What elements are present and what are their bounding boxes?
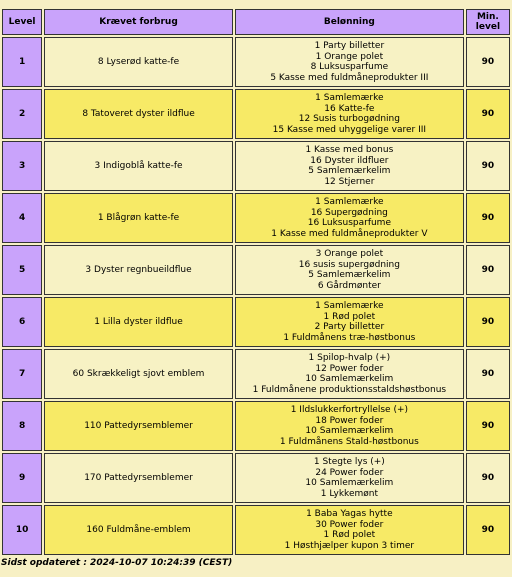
reward-line: 16 Supergødning — [310, 207, 388, 218]
reward-line: 1 Fuldmånens træ-høstbonus — [283, 332, 416, 343]
table-row — [2, 505, 510, 555]
reward-line: 16 Dyster ildfluer — [310, 155, 389, 166]
reward-line: 12 Power foder — [315, 363, 384, 374]
level-cell: 2 — [2, 89, 42, 139]
reward-line: 10 Samlemærkelim — [305, 426, 394, 436]
reward-line: 16 susis supergødning — [298, 259, 400, 270]
reward-line: 1 Ildslukkerfortryllelse (+) — [290, 405, 409, 415]
reward-cell — [235, 453, 464, 503]
reward-line: 2 Party billetter — [314, 322, 385, 332]
reward-cell — [235, 193, 464, 243]
reward-line: 1 Samlemærke — [315, 93, 384, 103]
min-level-cell: 90 — [466, 349, 510, 399]
table-row — [2, 37, 510, 87]
min-level-cell: 90 — [466, 297, 510, 347]
reward-line: 1 Kasse med bonus — [305, 145, 394, 155]
reward-cell — [235, 505, 464, 555]
reward-cell — [235, 401, 464, 451]
required-cell: 60 Skrækkeligt sjovt emblem — [44, 349, 233, 399]
table-row — [2, 193, 510, 243]
required-cell: 8 Tatoveret dyster ildflue — [44, 89, 233, 139]
reward-line: 3 Orange polet — [315, 249, 384, 259]
table-row — [2, 245, 510, 295]
reward-line: 5 Kasse med fuldmåneprodukter III — [270, 72, 429, 83]
reward-cell — [235, 37, 464, 87]
reward-line: 24 Power foder — [315, 467, 384, 478]
reward-line: 1 Stegte lys (+) — [313, 457, 385, 467]
min-level-cell: 90 — [466, 37, 510, 87]
table-row — [2, 453, 510, 503]
required-cell: 170 Pattedyrsemblemer — [44, 453, 233, 503]
reward-cell — [235, 89, 464, 139]
table-row — [2, 349, 510, 399]
reward-line: 1 Orange polet — [315, 51, 384, 62]
reward-line: 16 Katte-fe — [324, 103, 375, 114]
reward-line: 1 Baba Yagas hytte — [306, 509, 393, 519]
min-level-cell: 90 — [466, 245, 510, 295]
level-cell: 6 — [2, 297, 42, 347]
reward-line: 10 Samlemærkelim — [305, 374, 394, 384]
required-cell: 1 Blågrøn katte-fe — [44, 193, 233, 243]
reward-line: 1 Kasse med fuldmåneprodukter V — [271, 228, 428, 239]
reward-line: 1 Samlemærke — [315, 197, 384, 207]
required-cell: 110 Pattedyrsemblemer — [44, 401, 233, 451]
header-level: Level — [2, 9, 42, 35]
table-row — [2, 141, 510, 191]
reward-line: 15 Kasse med uhyggelige varer III — [272, 124, 427, 135]
reward-line: 1 Rød polet — [323, 530, 376, 540]
header-required: Krævet forbrug — [44, 9, 233, 35]
header-row — [2, 9, 510, 35]
reward-line: 1 Party billetter — [314, 41, 385, 51]
table-row — [2, 401, 510, 451]
required-cell: 160 Fuldmåne-emblem — [44, 505, 233, 555]
rewards-table — [0, 7, 512, 557]
level-cell: 4 — [2, 193, 42, 243]
required-cell: 3 Dyster regnbueildflue — [44, 245, 233, 295]
reward-cell — [235, 349, 464, 399]
reward-line: 8 Luksusparfume — [310, 62, 389, 72]
reward-line: 1 Rød polet — [323, 311, 376, 322]
reward-cell — [235, 297, 464, 347]
reward-line: 12 Susis turbogødning — [298, 114, 400, 124]
reward-cell — [235, 245, 464, 295]
min-level-cell: 90 — [466, 401, 510, 451]
reward-line: 1 Samlemærke — [315, 301, 384, 311]
required-cell: 3 Indigoblå katte-fe — [44, 141, 233, 191]
min-level-cell: 90 — [466, 89, 510, 139]
reward-line: 6 Gårdmønter — [317, 280, 381, 291]
min-level-cell: 90 — [466, 453, 510, 503]
level-cell: 8 — [2, 401, 42, 451]
min-level-cell: 90 — [466, 505, 510, 555]
reward-line: 10 Samlemærkelim — [305, 478, 394, 488]
level-cell: 9 — [2, 453, 42, 503]
level-cell: 3 — [2, 141, 42, 191]
reward-line: 5 Samlemærkelim — [308, 166, 391, 176]
min-level-cell: 90 — [466, 141, 510, 191]
table-row — [2, 297, 510, 347]
reward-line: 18 Power foder — [315, 415, 384, 426]
required-cell: 1 Lilla dyster ildflue — [44, 297, 233, 347]
reward-line: 12 Stjerner — [324, 176, 375, 187]
reward-line: 1 Fuldmånens Stald-høstbonus — [279, 436, 419, 447]
reward-line: 1 Fuldmånene produktionsstaldshøstbonus — [252, 384, 447, 395]
reward-line: 5 Samlemærkelim — [308, 270, 391, 280]
level-cell: 7 — [2, 349, 42, 399]
table-row — [2, 89, 510, 139]
reward-line: 16 Luksusparfume — [307, 218, 391, 228]
level-cell: 10 — [2, 505, 42, 555]
header-min-level: Min. level — [466, 9, 510, 35]
required-cell: 8 Lyserød katte-fe — [44, 37, 233, 87]
level-cell: 1 — [2, 37, 42, 87]
reward-line: 1 Høsthjælper kupon 3 timer — [284, 540, 415, 551]
reward-line: 30 Power foder — [315, 519, 384, 530]
min-level-cell: 90 — [466, 193, 510, 243]
reward-line: 1 Lykkemønt — [320, 488, 378, 499]
level-cell: 5 — [2, 245, 42, 295]
reward-cell — [235, 141, 464, 191]
header-reward: Belønning — [235, 9, 464, 35]
last-updated: Sidst opdateret : 2024-10-07 10:24:39 (CEST) — [1, 558, 233, 568]
reward-line: 1 Spilop-hvalp (+) — [308, 353, 391, 363]
